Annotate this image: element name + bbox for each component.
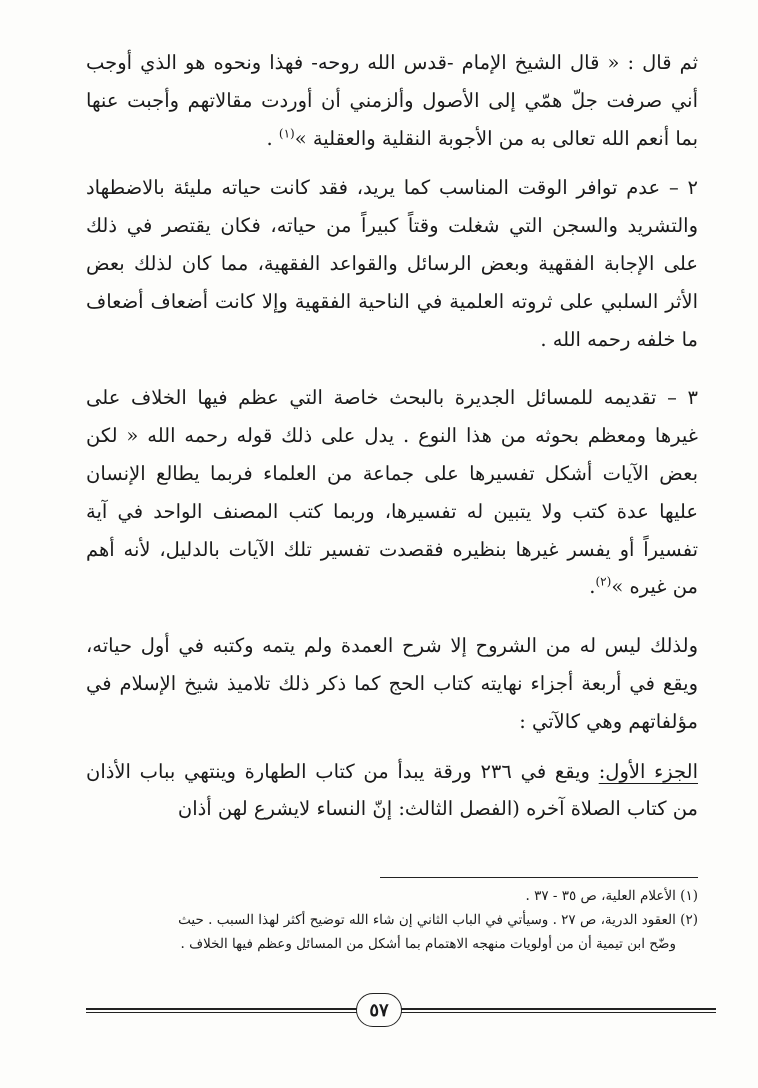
page-number: ٥٧ bbox=[356, 993, 402, 1027]
footnotes bbox=[86, 884, 698, 956]
footnote-2-continued: وضّح ابن تيمية أن من أولويات منهجه الاهتمام بما أشكل من المسائل وعظم فيها الخلاف . bbox=[180, 936, 676, 952]
footnote-ref-1: (١) bbox=[278, 126, 295, 141]
footnote-1: (١) الأعلام العلية، ص ٣٥ - ٣٧ . bbox=[525, 888, 698, 904]
paragraph-commentary: ولذلك ليس له من الشروح إلا شرح العمدة ولم يتمه وكتبه في أول حياته، ويقع في أربعة أجزاء نهايته كتاب الحج كما ذكر ذلك تلاميذ شيخ الإسلام في مؤلفاتهم وهي كالآتي : bbox=[86, 634, 698, 733]
paragraph-quote-text: ثم قال : « قال الشيخ الإمام -قدس الله روحه- فهذا ونحوه هو الذي أوجب أني صرفت جلّ همّي إلى الأصول وألزمني أن أوردت مقالاتهم وأجبت عنها بما أنعم الله تعالى به من الأجوبة النقلية والعقلية » bbox=[86, 51, 698, 150]
paragraph-reason-2: ٢ – عدم توافر الوقت المناسب كما يريد، فقد كانت حياته مليئة بالاضطهاد والتشريد والسجن التي شغلت وقتاً كبيراً من حياته، فكان يقتصر في ذلك على الإجابة الفقهية وبعض الرسائل والقواعد الفقهية، مما كان لذلك بعض الأثر السلبي على ثروته العلمية في الناحية الفقهية وإلا كانت أضعاف أضعاف ما خلفه رحمه الله . bbox=[86, 176, 698, 351]
footnote-divider bbox=[380, 877, 698, 878]
paragraph-part-one bbox=[86, 753, 698, 829]
paragraph-quote bbox=[86, 44, 698, 157]
paragraph-reason-3-end: . bbox=[589, 575, 596, 599]
main-text bbox=[86, 44, 698, 828]
footnote-ref-2: (٢) bbox=[595, 574, 612, 589]
paragraph-quote-end: . bbox=[266, 126, 279, 150]
paragraph-reason-3-text: ٣ – تقديمه للمسائل الجديرة بالبحث خاصة التي عظم فيها الخلاف على غيرها ومعظم بحوثه من هذا النوع . يدل على ذلك قوله رحمه الله « لكن بعض الآيات أشكل تفسيرها على جماعة من العلماء فربما يطالع الإنسان عليها عدة كتب ولا يتبين له تفسيرها، وربما كتب المصنف الواحد في آية تفسيراً أو يفسر غيرها بنظيره فقصدت تفسير تلك الآيات بالدليل، لأنه أهم من غيره » bbox=[86, 386, 698, 599]
footnote-2: (٢) العقود الدرية، ص ٢٧ . وسيأتي في الباب الثاني إن شاء الله توضيح أكثر لهذا السبب . حيث bbox=[178, 912, 698, 928]
part-one-text: ويقع في ٢٣٦ ورقة يبدأ من كتاب الطهارة وينتهي بباب الأذان من كتاب الصلاة آخره (الفصل الثالث: إنّ النساء لايشرع لهن أذان bbox=[86, 759, 698, 821]
part-one-label: الجزء الأول: bbox=[598, 759, 698, 783]
paragraph-reason-3 bbox=[86, 379, 698, 606]
